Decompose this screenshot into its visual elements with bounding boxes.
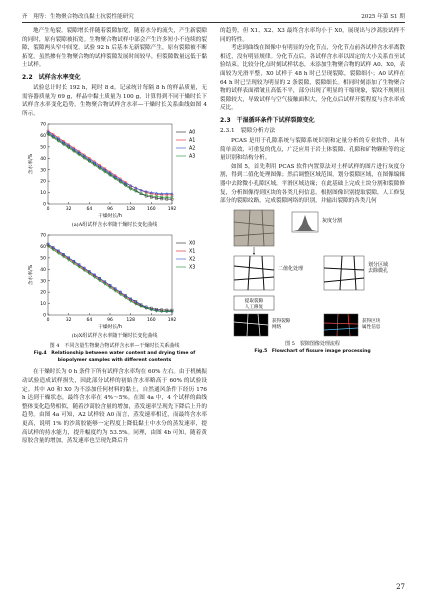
step-extract-fissure: 提取裂隙人工修复 bbox=[244, 298, 264, 310]
left-column bbox=[22, 27, 207, 446]
legend-label-A2: A2 bbox=[189, 147, 196, 153]
block-attribute-image bbox=[324, 314, 358, 336]
x-axis-label: 干燥时长/h bbox=[98, 214, 122, 220]
paragraph: 地产生龟裂。裂隙增长伴随着裂隙加宽，随着水分的流失，产生新裂隙的同时，原有裂隙被拓宽。生物聚合物试样中部会产生许多短小不连续的裂隙，裂隙两头窄中间宽。试验 92 h 后基本无新裂隙产生，原有裂隙被不断拓宽。虽然掺有生物聚合物的试样裂隙发展时间较早，但裂隙数量远低于黏土试样。 bbox=[22, 28, 207, 69]
step-binarize: 二值化处理 bbox=[278, 265, 304, 272]
figure5-caption-en: Fig.5 Flowchart of fissure image processing bbox=[254, 349, 371, 355]
series-line-A2 bbox=[48, 132, 172, 194]
binary-image bbox=[234, 256, 274, 290]
y-tick-label: 30 bbox=[40, 279, 46, 285]
x-tick-label: 192 bbox=[167, 207, 177, 213]
x-tick-label: 192 bbox=[167, 318, 177, 324]
fissure-processing-flowchart bbox=[220, 206, 405, 338]
figure-caption-en-line1: Fig.4 Relationship between water content and drying time of bbox=[33, 351, 196, 357]
x-tick-label: 160 bbox=[147, 318, 156, 324]
section-heading: 2.3 干湿循环条件下试样裂隙变化 bbox=[220, 116, 315, 124]
paragraph: 在干燥时长为 0 h 条件下所有试样含水率均在 60% 左右。由于机械振动试验造成试样损失，因此部分试样的初始含水率略高于 60% 的试验设定。其中 A0 和 X0 为不添加任何材料的黏土，自然通风条件下经历 176 h 达到干燥状态，最终含水率在 4%～5%。在图 4a 中，4 个试样的曲线整体变化趋势相似，随着沙蒿胶含量的增加，蒸发速率呈现先下降后上升的趋势。由图 4a 可知，A2 试样较 A0 而言，蒸发速率相近，而最终含水率更高，说明 1% 的沙蒿胶能够一定程度上降低黏土中水分的蒸发速率，提高试样的持水能力，提升幅度约为 53.5%。同理，由图 4b 可知，随着黄原胶含量的增加，蒸发速率也呈现先降后升 bbox=[22, 369, 207, 445]
y-tick-label: 20 bbox=[40, 291, 46, 297]
x-tick-label: 160 bbox=[147, 207, 156, 213]
legend-label-X2: X2 bbox=[189, 258, 196, 264]
x-tick-label: 96 bbox=[107, 318, 113, 324]
right-column bbox=[220, 27, 405, 355]
x-axis-label: 干燥时长/h bbox=[98, 325, 122, 331]
paragraph: PCAS 是用于孔隙系统与裂隙系统识别和定量分析的专业软件，具有简单高效、可重复的优点，广泛应用于岩土体裂隙、孔隙和矿物颗粒等的定量识别和结构分析。 bbox=[220, 137, 405, 162]
paragraph: 试验总计时长 192 h，耗时 8 d。记录统计每隔 8 h 的样品质量，无需容器质量为 69 g，样品中黏土质量为 100 g，计算得到不同干燥时长下试样含水率变化趋势。生物聚合物试样含水率—干燥时长关系曲线如图 4 所示。 bbox=[22, 84, 207, 117]
x-tick-label: 0 bbox=[46, 318, 50, 324]
divided-region-image bbox=[324, 256, 364, 290]
y-tick-label: 70 bbox=[40, 233, 46, 239]
figure-subcaption-b: (b)X组试样含水率随干燥时长变化曲线 bbox=[71, 333, 158, 340]
y-axis-label: 含水率/% bbox=[29, 265, 34, 286]
x-tick-label: 32 bbox=[65, 207, 72, 213]
subsection-heading: 2.3.1 裂隙分析方法 bbox=[220, 127, 276, 134]
legend-label-X1: X1 bbox=[189, 250, 196, 256]
paragraph: 的趋势，但 X1、X2、X3 最终含水率均小于 X0，展现出与沙蒿胶试样不同的特性。 bbox=[220, 28, 405, 43]
step-fissure-network: 获得裂隙网络 bbox=[272, 318, 291, 330]
page-number: 27 bbox=[396, 583, 405, 591]
y-tick-label: 60 bbox=[40, 245, 46, 251]
series-line-X1 bbox=[48, 246, 172, 312]
x-tick-label: 96 bbox=[107, 207, 113, 213]
step-divide-region: 划分区域去除微孔 bbox=[368, 261, 389, 274]
figure-caption-cn: 图 4 不同含量生物聚合物试样含水率—干燥时长关系曲线 bbox=[49, 343, 180, 350]
water-content-chart-b bbox=[22, 229, 207, 333]
figure-subcaption-a: (a)A组试样含水率随干燥时长变化曲线 bbox=[71, 222, 158, 229]
y-tick-label: 50 bbox=[40, 256, 46, 262]
x-tick-label: 64 bbox=[86, 207, 93, 213]
section-heading: 2.2 试样含水率变化 bbox=[22, 73, 81, 81]
legend-label-A1: A1 bbox=[189, 139, 196, 145]
y-tick-label: 70 bbox=[40, 122, 46, 128]
x-tick-label: 128 bbox=[126, 207, 135, 213]
step-block-attribute: 获得区块属性信息 bbox=[362, 318, 381, 330]
sample-photo bbox=[234, 210, 274, 246]
figure5-caption-cn: 图 5 裂隙图像处理流程 bbox=[285, 341, 340, 348]
series-line-X0 bbox=[48, 244, 172, 310]
figure-caption-en-line2: biopolymer samples with different contents bbox=[57, 358, 172, 364]
y-tick-label: 10 bbox=[40, 191, 46, 197]
x-tick-label: 128 bbox=[126, 318, 135, 324]
x-tick-label: 32 bbox=[65, 318, 72, 324]
x-tick-label: 0 bbox=[46, 207, 50, 213]
series-line-A1 bbox=[48, 131, 172, 195]
step-gray-split: 灰度分割 bbox=[322, 217, 343, 224]
legend-label-X3: X3 bbox=[189, 266, 196, 272]
y-tick-label: 30 bbox=[40, 168, 46, 174]
y-axis-label: 含水率/% bbox=[29, 154, 34, 175]
plot-frame bbox=[48, 124, 172, 204]
y-tick-label: 20 bbox=[40, 180, 46, 186]
running-header-authors: 齐 翔等：生物聚合物改良黏土抗裂性能研究 bbox=[22, 14, 134, 20]
header-rule bbox=[22, 22, 405, 23]
y-tick-label: 40 bbox=[40, 268, 46, 274]
series-line-A3 bbox=[48, 135, 172, 198]
fissure-network-image bbox=[234, 314, 268, 336]
y-tick-label: 50 bbox=[40, 145, 46, 151]
y-tick-label: 0 bbox=[43, 202, 46, 208]
paragraph: 如图 5，首先利用 PCAS 软件内置算法对土样试样的图片进行灰度分割，得到二值化处理图像；然后调整区域范围，划分裂隙区域，在图像编辑器中去除微小孔隙区域，平滑区域边缘；在此基础上完成土块分割和裂隙修复，分析图像得到区块的各类几何信息。根据图像识别提取裂隙，人工修复部分的裂隙纹路，完成裂隙网络的识别，并输出裂隙的各类几何 bbox=[220, 163, 405, 205]
y-tick-label: 60 bbox=[40, 134, 46, 140]
y-tick-label: 40 bbox=[40, 157, 46, 163]
legend-label-A0: A0 bbox=[189, 131, 196, 137]
x-tick-label: 64 bbox=[86, 318, 93, 324]
series-line-X2 bbox=[48, 244, 172, 311]
paragraph: 考虑到曲线在图像中有明显的分化节点，分化节点前各试样含水率离散相近，没有明显规律。分化节点后，各试样含水率以固定的大小关系直至试验结束。比较分化点时刻试样状态，未添加生物聚合物的试样 A0、X0，表面较为光滑平整，X0 试样于 48 h 时已呈现裂隙，裂隙细小；A0 试样在 64 h 时已呈现较为明显的 2 条裂隙，裂隙细长。相同时刻添加了生物聚合物的试样表面褶皱且高低不平，部分出现了明显的干缩现象，裂纹不规则且裂隙较大，导致试样与空气接触面积大，分化点后试样开裂程度与含水率成反比。 bbox=[220, 45, 405, 112]
running-header-issue: 2025 年第 S1 期 bbox=[361, 14, 405, 20]
y-tick-label: 0 bbox=[43, 313, 46, 319]
legend-label-A3: A3 bbox=[189, 155, 196, 161]
plot-frame bbox=[48, 235, 172, 315]
water-content-chart-a bbox=[22, 118, 207, 222]
legend-label-X0: X0 bbox=[189, 242, 196, 248]
y-tick-label: 10 bbox=[40, 302, 46, 308]
